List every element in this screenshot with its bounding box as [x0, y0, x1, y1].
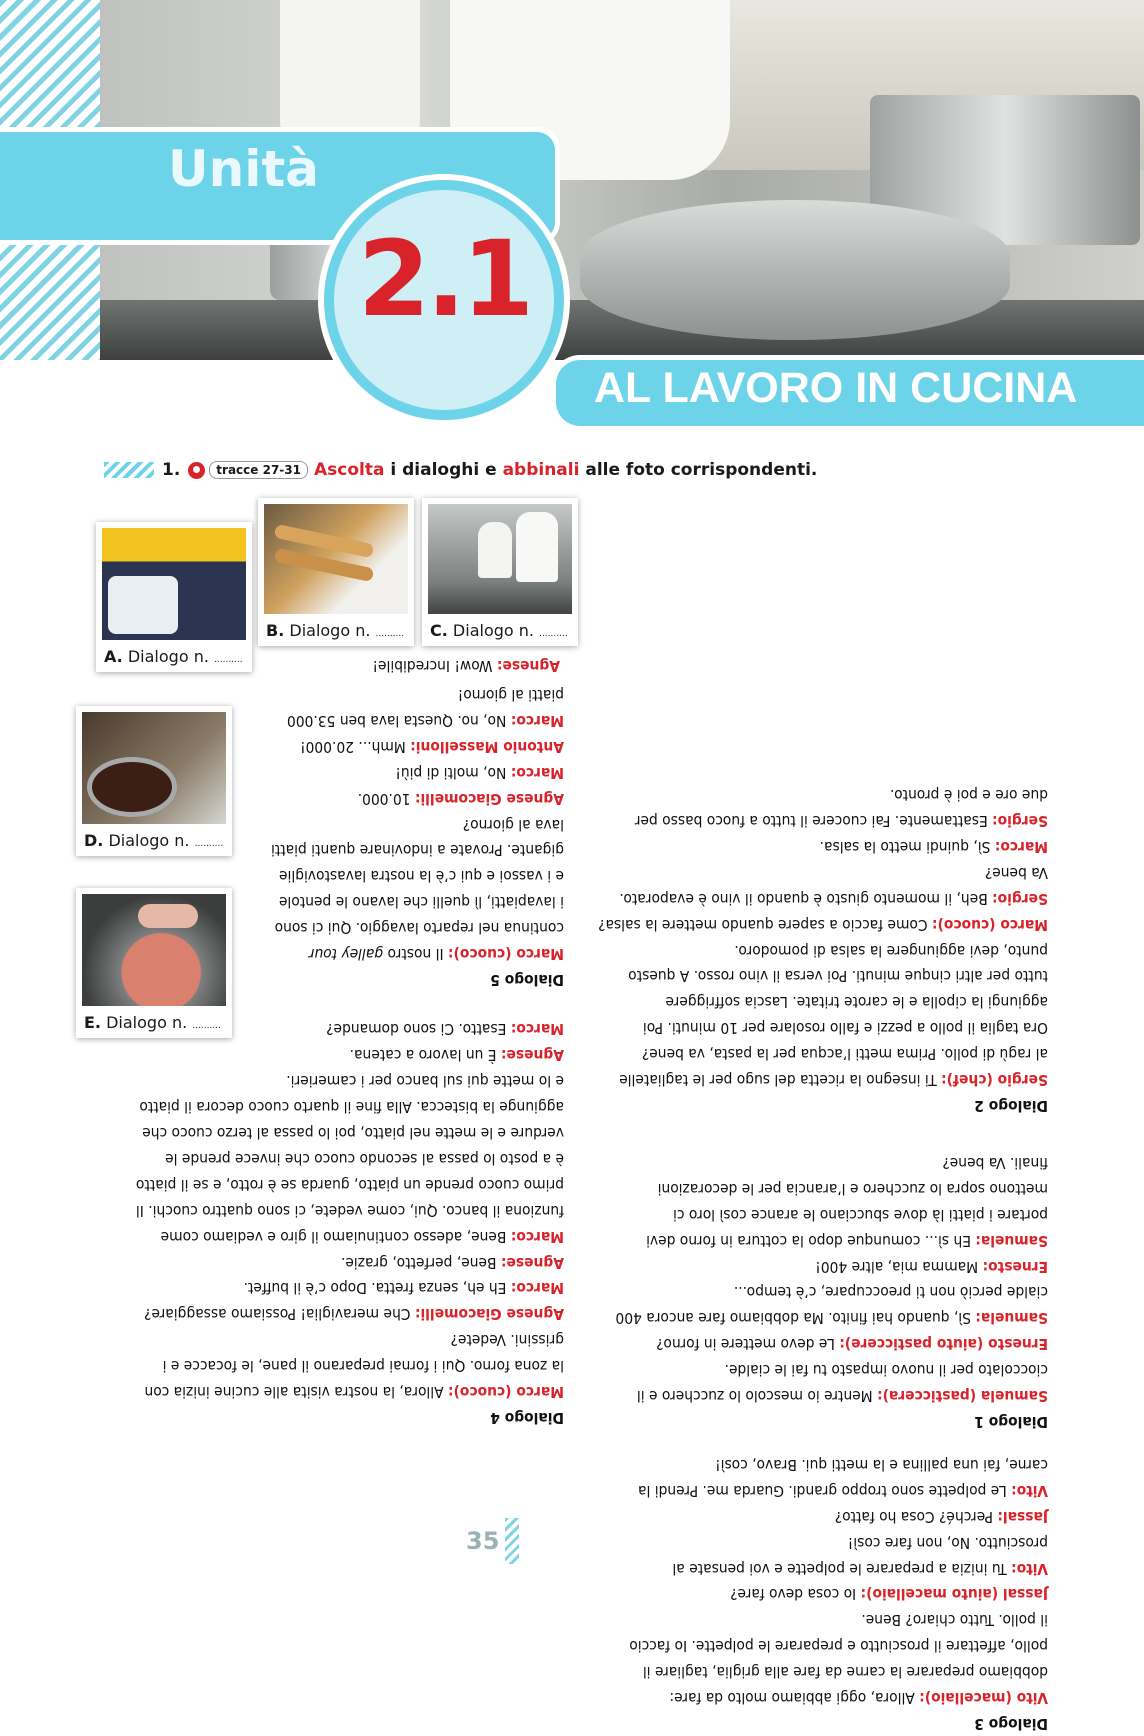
dialogue-line: Marco: No, molti di più!: [395, 763, 564, 782]
dialogue-line: Samuela: Sì, quando hai finito. Ma dobbiamo fare ancora 400: [615, 1309, 1048, 1328]
dialogue-line: Sergio: Beh, il momento giusto è quando il vino è evaporato.: [619, 889, 1048, 908]
bread-tray-photo: [264, 504, 408, 614]
dialogue-line: Marco (cuoco): Il nostro galley tour: [308, 945, 564, 964]
photo-card-d: [76, 706, 232, 856]
dialogue-line: Sergio (chef): Ti insegno la ricetta del sugo per le tagliatelle: [619, 1071, 1048, 1090]
dialogue-line: piatti al giorno!: [457, 686, 564, 705]
dialogue-line: è a posto lo passa al secondo cuoco che invece prende le: [165, 1149, 564, 1168]
dialogue-line: Marco: Sì, quindi metto la salsa.: [819, 837, 1048, 856]
pot-shape: [580, 200, 1010, 340]
dialogue-line: Samuela (pasticcera): Mentre io mescolo lo zucchero e il: [636, 1387, 1048, 1406]
dialogue-line: al ragù di pollo. Prima metti l’acqua per la pasta, va bene?: [641, 1045, 1048, 1064]
dialogue-line: cialde perciò non ti preoccupare, c’è tempo...: [733, 1283, 1048, 1302]
dialogue-line: i lavapiatti, lì quelli che lavano le pentole: [278, 893, 564, 912]
dialogue-line: gigante. Provate a indovinare quanti piatti: [270, 841, 564, 860]
dialogue-line: Antonio Masselloni: Mmh... 20.000!: [300, 737, 564, 756]
dialogue-line: Agnese Giacomelli: 10.000.: [357, 789, 564, 808]
dialogue-line: Marco (cuoco): Come faccio a sapere quando mettere la salsa?: [598, 915, 1048, 934]
dialogue-line: due ore e poi è pronto.: [890, 786, 1048, 805]
dialogue-line: Marco (cuoco): Allora, la nostra visita alle cucine inizia con: [144, 1383, 564, 1402]
dialogue-line: carne, fai una pallina e la metti qui. Bravo, così!: [715, 1455, 1048, 1474]
dialogue-line: cioccolato per il nuovo impasto tu fai le cialde.: [724, 1361, 1048, 1380]
dialogue-line: Marco: Bene, adesso continuiamo il giro e vediamo come: [160, 1227, 564, 1246]
photo-card-c: [422, 498, 578, 646]
plates-dishwasher-photo: [102, 528, 246, 640]
dialogue-line: Jassal (aiuto macellaio): Io cosa devo fare?: [730, 1585, 1048, 1604]
dialogo-4-block: [100, 1014, 564, 1430]
dialogue-line: il pollo. Tutto chiaro? Bene.: [861, 1611, 1048, 1630]
dialogue-line: Marco: No, no. Questa lava ben 53.000: [286, 711, 564, 730]
chefs-cooking-photo: [428, 504, 572, 614]
dialogue-line: Sergio: Esattamente. Fai cuocere il tutto a fuoco basso per: [634, 812, 1048, 831]
dialogo-2-block: [598, 786, 1048, 1118]
dialogue-line: punto, devi aggiungere la salsa di pomodoro.: [734, 941, 1048, 960]
exercise-instruction: [104, 456, 817, 484]
instruction-text: i dialoghi e: [384, 460, 503, 480]
tracks-badge[interactable]: tracce 27-31: [209, 461, 308, 479]
dialogo-1-block: [598, 1144, 1048, 1434]
dialogue-line: Samuela: Eh sì... comunque dopo la cottura in forno devi: [646, 1231, 1048, 1250]
dialogue-heading: Dialogo 5: [490, 971, 564, 989]
dialogue-line: aggiunge la bistecca. Alla fine il quarto cuoco decora il piatto: [139, 1098, 564, 1117]
dialogo-5-tail: [360, 652, 560, 678]
dialogue-line: Ora taglia il pollo a pezzi e fallo rosolare per 10 minuti. Poi: [642, 1019, 1048, 1038]
photo-caption: C. Dialogo n. ..........: [430, 621, 568, 640]
dialogue-line: Vito (macellaio): Allora, oggi abbiamo molto da fare:: [669, 1689, 1048, 1708]
meatballs-photo: [82, 894, 226, 1006]
dialogue-line: grissini. Vedete?: [450, 1331, 564, 1350]
dialogue-line: Jassal: Perché? Cosa ho fatto?: [834, 1507, 1048, 1526]
dialogue-line: funziona il banco. Qui, come vedete, ci sono quattro cuochi. Il: [135, 1201, 564, 1220]
page-number: 35: [466, 1527, 500, 1555]
dialogue-line: dobbiamo preparare la carne da fare alla griglia, tagliare il: [642, 1663, 1048, 1682]
dialogue-line: Ernesto: Mamma mia, altre 400!: [815, 1257, 1048, 1276]
dialogue-line: mettono sopra lo zucchero e l’arancia per le decorazioni: [657, 1179, 1048, 1198]
photo-card-b: [258, 498, 414, 646]
instruction-verb: Ascolta: [313, 460, 385, 480]
dialogue-line: portare i piatti là dove sbucciano le arance così loro ci: [673, 1205, 1048, 1224]
photo-card-a: [96, 522, 252, 672]
dialogue-line: e i vassoi e qui c’è la nostra lavastoviglie: [279, 867, 564, 886]
dialogue-line: verdure e le mette nel piatto, poi lo passa al terzo cuoco che: [142, 1124, 564, 1143]
dialogue-line: primo cuoco prende un piatto, guarda se è rotto, e se il piatto: [135, 1175, 564, 1194]
dialogo-5-block: [248, 680, 564, 992]
exercise-number: 1.: [162, 460, 181, 480]
dialogue-line: la zona forno. Qui i fornai preparano il pane, le focacce e i: [162, 1357, 564, 1376]
dialogue-line: Marco: Eh eh, senza fretta. Dopo c’è il buffet.: [243, 1279, 564, 1298]
dialogue-line: e lo mette qui sul banco per i camerieri.: [286, 1072, 564, 1091]
exercise-stripes-icon: [104, 462, 154, 478]
dialogue-line: lava al giorno?: [462, 815, 564, 834]
dialogue-line: Marco: Esatto. Ci sono domande?: [326, 1020, 564, 1039]
dialogue-line: continua nel reparto lavaggio. Qui ci sono: [274, 919, 564, 938]
dialogue-line: Vito: Tu inizia a preparare le polpette e voi pensate al: [672, 1559, 1048, 1578]
unit-label: Unità: [168, 140, 319, 198]
dialogue-heading: Dialogo 4: [490, 1409, 564, 1427]
dialogue-heading: Dialogo 1: [974, 1413, 1048, 1431]
dialogue-line: prosciutto. No, non fare così!: [847, 1533, 1048, 1552]
decorative-stripes: [505, 1518, 519, 1564]
dialogue-heading: Dialogo 2: [974, 1097, 1048, 1115]
dialogue-line: Agnese: Wow! Incredibile!: [372, 657, 560, 675]
photo-caption: E. Dialogo n. ..........: [84, 1013, 221, 1032]
audio-icon[interactable]: [188, 462, 205, 479]
dialogue-line: Ernesto (aiuto pasticcere): Le devo mettere in forno?: [656, 1335, 1048, 1354]
instruction-verb: abbinali: [502, 460, 580, 480]
dialogue-line: aggiungi la cipolla e le carote tritate. Lascia soffriggere: [665, 993, 1048, 1012]
page-footer: [466, 1518, 519, 1564]
dialogue-line: finali. Va bene?: [942, 1153, 1048, 1172]
dialogue-line: pollo, affettare il prosciutto e preparare le polpette. Io faccio: [629, 1637, 1048, 1656]
dialogo-3-block: [598, 492, 1048, 804]
photo-caption: B. Dialogo n. ..........: [266, 621, 405, 640]
dialogue-line: Vito: Le polpette sono troppo grandi. Guarda me. Prendi la: [637, 1481, 1048, 1500]
chocolate-pot-photo: [82, 712, 226, 824]
dialogue-line: Agnese Giacomelli: Che meraviglia! Possiamo assaggiare?: [144, 1305, 564, 1324]
dialogue-line: Agnese: È un lavoro a catena.: [349, 1046, 564, 1065]
page-title: AL LAVORO IN CUCINA: [594, 364, 1078, 412]
dialogue-line: tutto per altri cinque minuti. Poi versa il vino rosso. A questo: [628, 967, 1048, 986]
dialogue-line: Agnese: Bene, perfetto, grazie.: [340, 1253, 564, 1272]
photo-caption: A. Dialogo n. ..........: [104, 647, 243, 666]
photo-caption: D. Dialogo n. ..........: [84, 831, 224, 850]
unit-number: 2.1: [357, 218, 531, 340]
dialogue-heading: Dialogo 3: [974, 1715, 1048, 1733]
dialogue-line: Va bene?: [984, 863, 1048, 882]
instruction-text: alle foto corrispondenti.: [579, 460, 818, 480]
